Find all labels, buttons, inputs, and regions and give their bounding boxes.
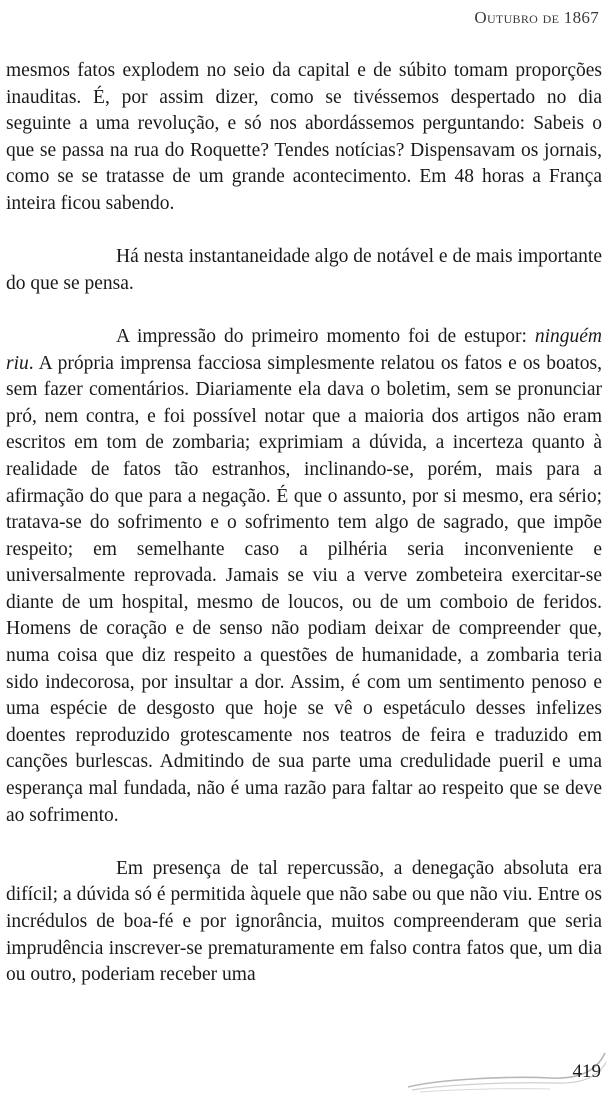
text-run: A impressão do primeiro momento foi de estupor: (116, 325, 535, 347)
page-number: 419 (572, 1061, 601, 1082)
running-head: Outubro de 1867 (474, 8, 599, 27)
paragraph (6, 58, 602, 218)
italic-text-run: ninguém riu (6, 325, 602, 374)
paragraph (6, 856, 602, 989)
paragraph (6, 324, 602, 829)
text-run: . A própria imprensa facciosa simplesmente relatou os fatos e os boatos, sem fazer comentários. Diariamente ela dava o boletim, sem se pronunciar pró, nem contra, e foi possível notar que a maioria dos artigos não eram escritos em tom de zombaria; exprimiam a dúvida, a incerteza quanto à realidade de fatos tão estranhos, inclinando-se, porém, mais para a afirmação do que para a negação. É que o assunto, por si mesmo, era sério; tratava-se do sofrimento e o sofrimento tem algo de sagrado, que impõe respeito; em semelhante caso a pilhéria seria inconveniente e universalmente reprovada. Jamais se viu a verve zombeteira exercitar-se diante de um hospital, mesmo de loucos, ou de um comboio de feridos. Homens de coração e de senso não podiam deixar de compreender que, numa coisa que diz respeito a questões de humanidade, a zombaria teria sido indecorosa, por insultar a dor. Assim, é com um sentimento penoso e uma espécie de desgosto que hoje se vê o espetáculo desses infelizes doentes reproduzido grotescamente nos teatros de feira e traduzido em canções burlescas. Admitindo de sua parte uma credulidade pueril e uma esperança mal fundada, não é uma razão para faltar ao respeito que se deve ao sofrimento. (6, 352, 602, 826)
text-run: mesmos fatos explodem no seio da capital e de súbito tomam proporções inauditas. É, por assim dizer, como se tivéssemos despertado no dia seguinte a uma revolução, e só nos abordássemos perguntando: Sabeis o que se passa na rua do Roquette? Tendes notícias? Dispensavam os jornais, como se se tratasse de um grande acontecimento. Em 48 horas a França inteira ficou sabendo. (6, 60, 602, 214)
paragraph (6, 244, 602, 297)
body-text (6, 58, 602, 1015)
text-run: Em presença de tal repercussão, a denegação absoluta era difícil; a dúvida só é permitida àquele que não sabe ou que não viu. Entre os incrédulos de boa-fé e por ignorância, muitos compreenderam que seria imprudência inscrever-se prematuramente em falso contra fatos que, um dia ou outro, poderiam receber uma (6, 857, 602, 986)
text-run: Há nesta instantaneidade algo de notável e de mais importante do que se pensa. (6, 246, 602, 294)
